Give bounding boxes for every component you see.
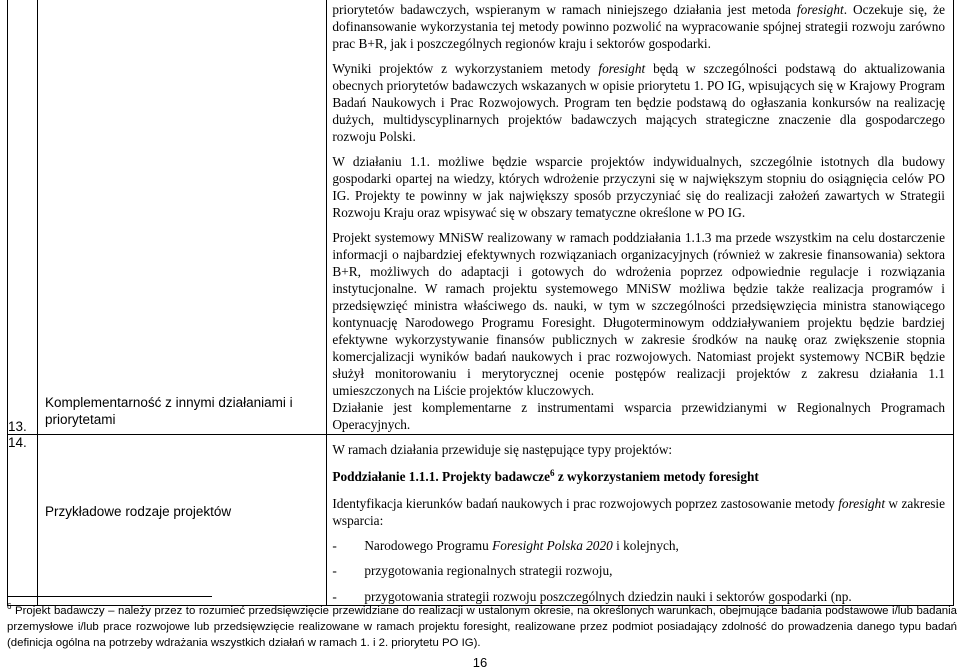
text-run: . Oczekuje się, że dofinansowanie wykorzystania tej metody powinno pozwolić na wypracowanie spójnej strategii rozwoju zarówno prac B+R, jak i poszczególnych regionów kraju i sektorów gospodarki. [332, 2, 945, 51]
row-number-14-text: 14. [8, 435, 27, 450]
footnote-separator [7, 596, 212, 597]
row-content-13 [327, 0, 954, 435]
list-item-text: przygotowania regionalnych strategii rozwoju, [364, 563, 613, 578]
list-item-text: przygotowania strategii rozwoju poszczególnych dziedzin nauki i sektorów gospodarki (np. [364, 589, 852, 604]
text-run: i kolejnych, [612, 538, 679, 553]
footnote [7, 603, 957, 651]
row-label-14-text: Przykładowe rodzaje projektów [45, 504, 232, 519]
dash-marker: - [332, 538, 337, 553]
text-run: z wykorzystaniem metody foresight [554, 469, 759, 484]
paragraph: W ramach działania przewiduje się następujące typy projektów: [332, 442, 673, 457]
text-run-italic: foresight [796, 2, 844, 17]
list-item [332, 562, 945, 579]
row-content-14 [327, 435, 954, 606]
row-label-14 [38, 435, 327, 606]
footnote-reference[interactable]: 6 [550, 468, 555, 478]
row-label-13 [38, 0, 327, 435]
page-number: 16 [472, 655, 488, 670]
paragraph [332, 1, 945, 52]
row-number-13-text: 13. [8, 419, 27, 434]
paragraph: Projekt systemowy MNiSW realizowany w ramach poddziałania 1.1.3 ma przede wszystkim na celu dostarczenie informacji o najbardziej efektywnych rozwiązaniach organizacyjnych (również w zakresie finansowania) sektora B+R, możliwych do adaptacji i gotowych do wdrożenia poprzez odpowiednie regulacje i rozwiązania instytucjonalne. W ramach projektu systemowego MNiSW możliwa będzie także realizacja programów i przedsięwzięć ministra właściwego ds. nauki, w tym w szczególności przedsięwzięcia ministra stanowiącego kontynuację Narodowego Programu Foresight. Długoterminowym oddziaływaniem projektu będzie bardziej efektywne wykorzystywanie finansów publicznych w zakresie środków na naukę oraz zwiększenie stopnia komercjalizacji wyników badań naukowych i prac rozwojowych. Natomiast projekt systemowy NCBiR będzie służył monitorowaniu i merytorycznej ocenie postępów realizacji projektów z zakresu działania 1.1 umieszczonych na Liście projektów kluczowych. [332, 230, 945, 398]
row-number-13 [8, 0, 38, 435]
paragraph [332, 60, 945, 145]
table-row-14 [8, 435, 954, 606]
footnote-text: Projekt badawczy – należy przez to rozumieć przedsięwzięcie przewidziane do realizacji w ustalonym okresie, na określonych warunkach, obejmujące badania podstawowe i/lub badania przemysłowe i/lub prace rozwojowe lub przedsięwzięcie realizowane w ramach projektu foresight, realizowane przez podmiot posiadający zdolność do prowadzenia danego typu badań (definicja ogólna na potrzeby wdrażania wszystkich działań w ramach 1. i 2. priorytetu PO IG). [7, 605, 957, 649]
text-run-italic: foresight [838, 496, 886, 511]
dash-marker: - [332, 563, 337, 578]
paragraph [332, 495, 945, 529]
text-run: Poddziałanie 1.1.1. Projekty badawcze [332, 469, 550, 484]
text-run-italic: foresight [598, 61, 646, 76]
table-row-13 [8, 0, 954, 435]
list-item [332, 537, 945, 554]
row-number-14 [8, 435, 38, 606]
paragraph: W działaniu 1.1. możliwe będzie wsparcie projektów indywidualnych, szczególnie istotnych dla budowy gospodarki opartej na wiedzy, których wdrożenie przyczyni się w największym stopniu do osiągnięcia celów PO IG. Projekty te powinny w jak największy sposób przyczyniać się do realizacji założeń zawartych w Strategii Rozwoju Kraju oraz wpisywać się w obszary tematyczne określone w PO IG. [332, 154, 945, 220]
paragraph: Działanie jest komplementarne z instrumentami wsparcia przewidzianymi w Regionalnych Programach Operacyjnych. [332, 400, 945, 432]
footnote-marker: 6 [7, 602, 12, 611]
text-run: będą w szczególności podstawą do aktualizowania obecnych priorytetów badawczych wskazanych w opisie priorytetu 1. PO IG, wpisujących się w Krajowy Program Badań Naukowych i Prac Rozwojowych. Program ten będzie podstawą do ogłaszania konkursów na realizację dużych, multidyscyplinarnych projektów badawczych mających strategiczne znaczenie dla gospodarczego rozwoju Polski. [332, 61, 945, 144]
subsection-heading [332, 468, 945, 485]
text-run: Identyfikacja kierunków badań naukowych i prac rozwojowych poprzez zastosowanie metody [332, 496, 839, 511]
list-item-text [364, 537, 945, 554]
text-run: w zakresie wsparcia: [332, 496, 945, 528]
text-run: Narodowego Programu [364, 538, 493, 553]
text-run-italic: Foresight Polska 2020 [492, 538, 613, 553]
dash-marker: - [332, 589, 337, 604]
document-table [7, 0, 954, 606]
text-run: priorytetów badawczych, wspieranym w ramach niniejszego działania jest metoda [332, 2, 797, 17]
row-label-13-text: Komplementarność z innymi działaniami i priorytetami [45, 395, 293, 427]
text-run: Wyniki projektów z wykorzystaniem metody [332, 61, 599, 76]
